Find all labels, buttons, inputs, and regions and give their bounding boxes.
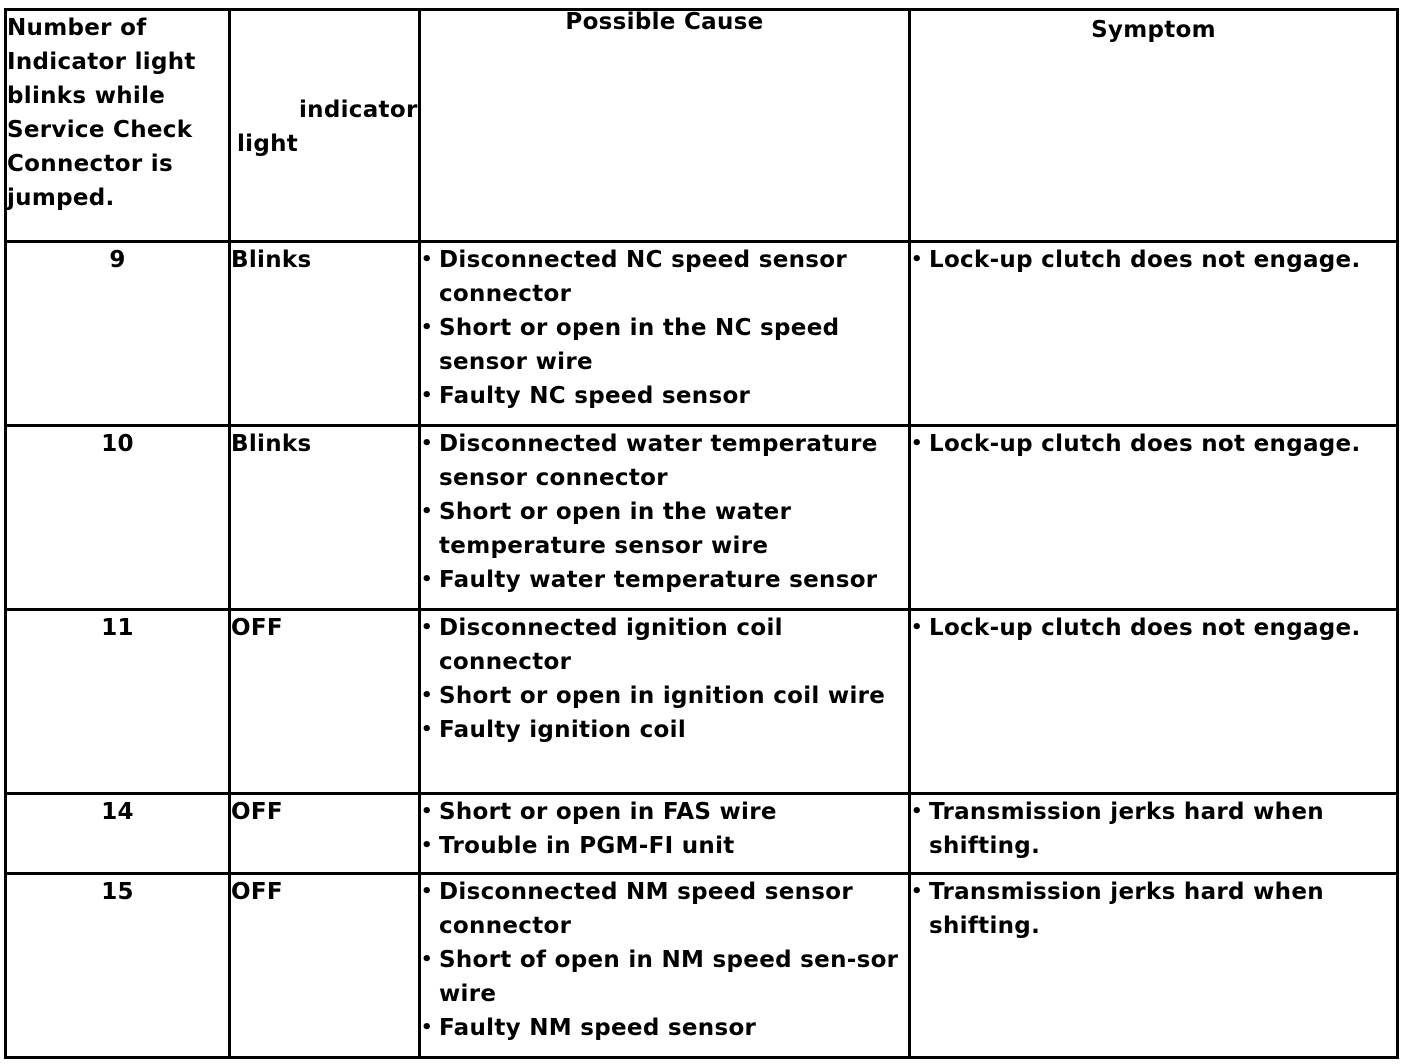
cause-list	[421, 427, 908, 597]
indicator-state-cell: Blinks	[230, 426, 420, 610]
header-row	[6, 10, 1398, 242]
cause-item: • Faulty water temperature sensor	[421, 563, 908, 597]
table-row	[6, 874, 1398, 1058]
cause-item: • Faulty NC speed sensor	[421, 379, 908, 413]
cause-item: • Short or open in ignition coil wire	[421, 679, 908, 713]
cause-item: • Short or open in FAS wire	[421, 795, 908, 829]
header-indicator-light	[230, 10, 420, 242]
header-symptom	[910, 10, 1398, 242]
blink-count-cell: 10	[6, 426, 230, 610]
symptom-list	[911, 611, 1396, 645]
table-row	[6, 426, 1398, 610]
cause-item: • Faulty ignition coil	[421, 713, 908, 747]
header-light-word: light	[237, 131, 299, 157]
cause-item: • Faulty NM speed sensor	[421, 1011, 908, 1045]
cause-list	[421, 795, 908, 863]
symptom-item: • Lock-up clutch does not engage.	[911, 611, 1396, 645]
blink-count-cell: 15	[6, 874, 230, 1058]
table-row	[6, 242, 1398, 426]
symptom-list	[911, 875, 1396, 943]
blink-count-cell: 11	[6, 610, 230, 794]
header-symptom-label: Symptom	[1091, 17, 1216, 43]
indicator-state-cell: OFF	[230, 794, 420, 874]
cause-list	[421, 611, 908, 747]
diagnostic-table	[4, 8, 1399, 1059]
header-possible-cause-label: Possible Cause	[565, 9, 764, 35]
cause-item: • Short or open in the NC speed sensor wire	[421, 311, 908, 379]
symptom-cell	[910, 426, 1398, 610]
possible-cause-cell	[420, 610, 910, 794]
cause-item: • Disconnected NM speed sensor connector	[421, 875, 908, 943]
symptom-item: • Transmission jerks hard when shifting.	[911, 875, 1396, 943]
possible-cause-cell	[420, 242, 910, 426]
diagnostic-table-page	[4, 8, 1396, 1056]
symptom-cell	[910, 794, 1398, 874]
header-indicator-word: indicator	[299, 97, 418, 123]
possible-cause-cell	[420, 874, 910, 1058]
possible-cause-cell	[420, 794, 910, 874]
cause-list	[421, 875, 908, 1045]
table-row	[6, 610, 1398, 794]
symptom-list	[911, 243, 1396, 277]
symptom-cell	[910, 242, 1398, 426]
cause-item: • Short of open in NM speed sen-sor wire	[421, 943, 908, 1011]
symptom-list	[911, 427, 1396, 461]
indicator-state-cell: Blinks	[230, 242, 420, 426]
table-row	[6, 794, 1398, 874]
header-possible-cause	[420, 10, 910, 242]
header-blink-count: Number of Indicator light blinks while Service Check Connector is jumped.	[6, 10, 230, 242]
cause-item: • Disconnected NC speed sensor connector	[421, 243, 908, 311]
indicator-state-cell: OFF	[230, 610, 420, 794]
symptom-list	[911, 795, 1396, 863]
cause-item: • Disconnected ignition coil connector	[421, 611, 908, 679]
indicator-state-cell: OFF	[230, 874, 420, 1058]
symptom-item: • Transmission jerks hard when shifting.	[911, 795, 1396, 863]
cause-item: • Disconnected water temperature sensor connector	[421, 427, 908, 495]
possible-cause-cell	[420, 426, 910, 610]
cause-item: • Short or open in the water temperature sensor wire	[421, 495, 908, 563]
symptom-cell	[910, 610, 1398, 794]
cause-list	[421, 243, 908, 413]
symptom-item: • Lock-up clutch does not engage.	[911, 427, 1396, 461]
cause-item: • Trouble in PGM-FI unit	[421, 829, 908, 863]
blink-count-cell: 9	[6, 242, 230, 426]
blink-count-cell: 14	[6, 794, 230, 874]
symptom-cell	[910, 874, 1398, 1058]
symptom-item: • Lock-up clutch does not engage.	[911, 243, 1396, 277]
